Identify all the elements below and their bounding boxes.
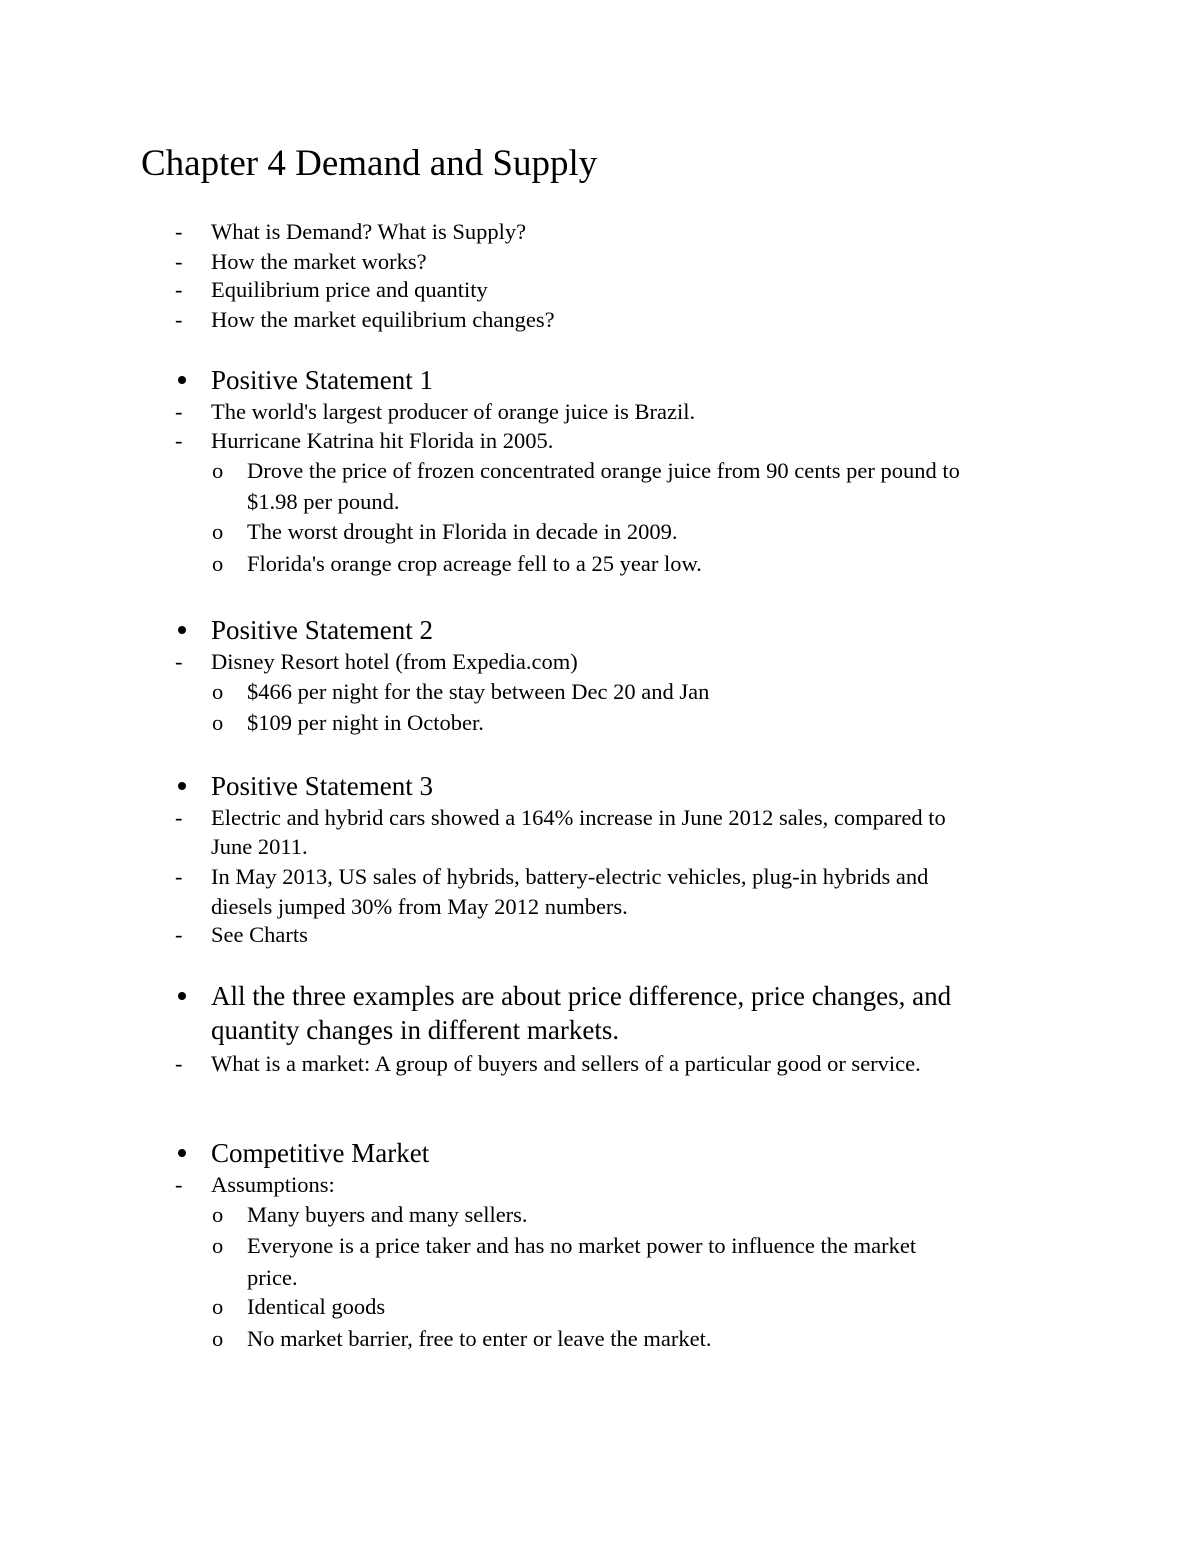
dash-marker: - <box>175 649 183 674</box>
circle-marker: o <box>212 458 224 483</box>
sub-item: Many buyers and many sellers. <box>247 1202 528 1227</box>
bullet-icon <box>176 1147 188 1159</box>
bullet-icon <box>176 780 188 792</box>
sub-item: $109 per night in October. <box>247 710 484 735</box>
circle-marker: o <box>212 1202 224 1227</box>
dash-marker: - <box>175 1051 183 1076</box>
intro-item: How the market works? <box>211 249 427 274</box>
bullet-icon <box>176 990 188 1002</box>
bullet-icon <box>176 624 188 636</box>
section-heading-1: Positive Statement 1 <box>211 365 433 395</box>
sub-item: Florida's orange crop acreage fell to a 25 year low. <box>247 551 702 576</box>
dash-marker: - <box>175 307 183 332</box>
section-heading-2: Positive Statement 2 <box>211 615 433 645</box>
dash-marker: - <box>175 428 183 453</box>
circle-marker: o <box>212 1294 224 1319</box>
list-item-cont: June 2011. <box>211 834 308 859</box>
section-heading-4-cont: quantity changes in different markets. <box>211 1015 620 1045</box>
circle-marker: o <box>212 551 224 576</box>
list-item: See Charts <box>211 922 308 947</box>
sub-item: Everyone is a price taker and has no market power to influence the market <box>247 1233 917 1258</box>
dash-marker: - <box>175 399 183 424</box>
circle-marker: o <box>212 1233 224 1258</box>
dash-marker: - <box>175 219 183 244</box>
intro-item: How the market equilibrium changes? <box>211 307 555 332</box>
sub-item-cont: price. <box>247 1265 298 1290</box>
circle-marker: o <box>212 519 224 544</box>
sub-item: The worst drought in Florida in decade in 2009. <box>247 519 678 544</box>
list-item-cont: diesels jumped 30% from May 2012 numbers. <box>211 894 628 919</box>
intro-item: Equilibrium price and quantity <box>211 277 488 302</box>
dash-marker: - <box>175 249 183 274</box>
circle-marker: o <box>212 710 224 735</box>
list-item: Hurricane Katrina hit Florida in 2005. <box>211 428 554 453</box>
dash-marker: - <box>175 277 183 302</box>
list-item: In May 2013, US sales of hybrids, battery-electric vehicles, plug-in hybrids and <box>211 864 929 889</box>
circle-marker: o <box>212 1326 224 1351</box>
list-item: Assumptions: <box>211 1172 335 1197</box>
sub-item-cont: $1.98 per pound. <box>247 489 400 514</box>
section-heading-5: Competitive Market <box>211 1138 430 1168</box>
bullet-icon <box>176 374 188 386</box>
sub-item: Drove the price of frozen concentrated orange juice from 90 cents per pound to <box>247 458 960 483</box>
page-title: Chapter 4 Demand and Supply <box>141 143 598 184</box>
circle-marker: o <box>212 679 224 704</box>
dash-marker: - <box>175 805 183 830</box>
list-item: What is a market: A group of buyers and sellers of a particular good or service. <box>211 1051 921 1076</box>
list-item: Electric and hybrid cars showed a 164% increase in June 2012 sales, compared to <box>211 805 946 830</box>
sub-item: No market barrier, free to enter or leave the market. <box>247 1326 712 1351</box>
dash-marker: - <box>175 922 183 947</box>
dash-marker: - <box>175 864 183 889</box>
list-item: The world's largest producer of orange juice is Brazil. <box>211 399 696 424</box>
sub-item: Identical goods <box>247 1294 386 1319</box>
section-heading-3: Positive Statement 3 <box>211 771 433 801</box>
dash-marker: - <box>175 1172 183 1197</box>
sub-item: $466 per night for the stay between Dec 20 and Jan <box>247 679 710 704</box>
intro-item: What is Demand? What is Supply? <box>211 219 527 244</box>
list-item: Disney Resort hotel (from Expedia.com) <box>211 649 578 674</box>
section-heading-4: All the three examples are about price difference, price changes, and <box>211 981 952 1011</box>
